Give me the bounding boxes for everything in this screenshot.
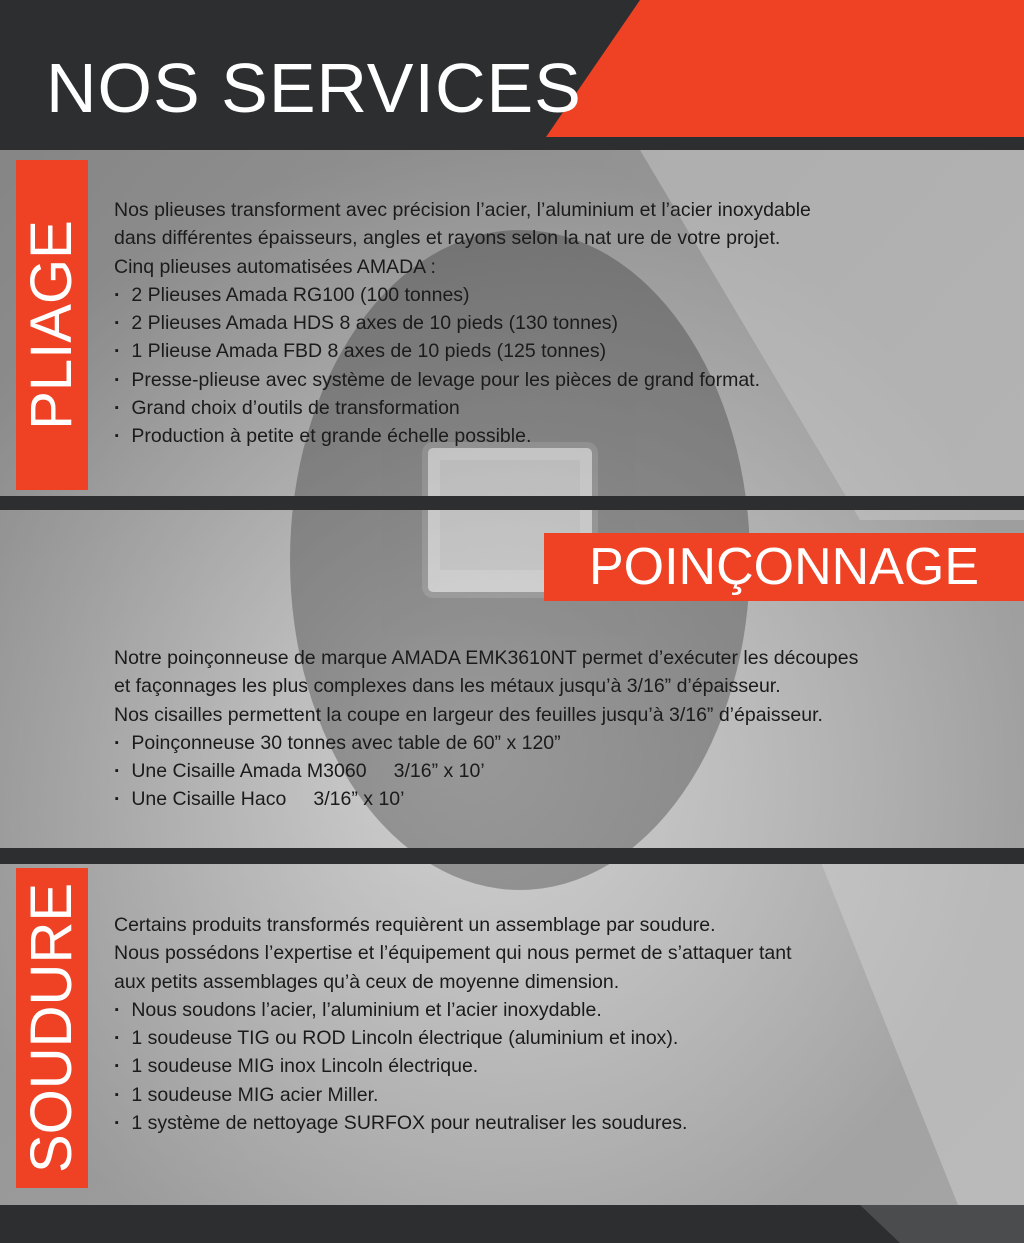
list-item: · 2 Plieuses Amada HDS 8 axes de 10 pieds (130 tonnes) xyxy=(114,309,811,337)
pliage-text-line: dans différentes épaisseurs, angles et rayons selon la nat ure de votre projet. xyxy=(114,227,781,250)
list-item: · 1 soudeuse MIG acier Miller. xyxy=(114,1081,792,1109)
soudure-bullet-list xyxy=(114,996,792,1137)
soudure-text-line: aux petits assemblages qu’à ceux de moyenne dimension. xyxy=(114,970,620,993)
section-pliage xyxy=(114,196,811,451)
list-item: · 1 soudeuse TIG ou ROD Lincoln électrique (aluminium et inox). xyxy=(114,1024,792,1052)
pliage-text-line: Cinq plieuses automatisées AMADA : xyxy=(114,255,436,278)
separator-1 xyxy=(0,496,1024,510)
header-corner xyxy=(540,137,1024,150)
list-item: · Presse-plieuse avec système de levage pour les pièces de grand format. xyxy=(114,366,811,394)
list-item: · Nous soudons l’acier, l’aluminium et l’acier inoxydable. xyxy=(114,996,792,1024)
list-item: · 1 soudeuse MIG inox Lincoln électrique. xyxy=(114,1052,792,1080)
poinconnage-text-line: Notre poinçonneuse de marque AMADA EMK3610NT permet d’exécuter les découpes xyxy=(114,647,859,669)
section-label-pliage: PLIAGE xyxy=(19,220,84,430)
list-item: · Production à petite et grande échelle possible. xyxy=(114,422,811,450)
list-item: · Une Cisaille Amada M3060 3/16” x 10’ xyxy=(114,757,858,785)
poinconnage-bullet-list xyxy=(114,729,858,814)
section-poinconnage xyxy=(114,644,858,814)
page-title: NOS SERVICES xyxy=(46,49,582,127)
list-item: · Une Cisaille Haco 3/16” x 10’ xyxy=(114,785,858,813)
section-label-soudure: SOUDURE xyxy=(19,882,84,1174)
section-soudure xyxy=(114,911,792,1137)
poinconnage-text-line: Nos cisailles permettent la coupe en largeur des feuilles jusqu’à 3/16” d’épaisseur. xyxy=(114,703,823,726)
separator-2 xyxy=(0,848,1024,864)
list-item: · 2 Plieuses Amada RG100 (100 tonnes) xyxy=(114,281,811,309)
soudure-text-line: Certains produits transformés requièrent un assemblage par soudure. xyxy=(114,914,716,936)
section-label-poinconnage: POINÇONNAGE xyxy=(544,533,1024,601)
poinconnage-text-line: et façonnages les plus complexes dans les métaux jusqu’à 3/16” d’épaisseur. xyxy=(114,675,781,698)
list-item: · 1 Plieuse Amada FBD 8 axes de 10 pieds (125 tonnes) xyxy=(114,337,811,365)
pliage-bullet-list xyxy=(114,281,811,451)
list-item: · Grand choix d’outils de transformation xyxy=(114,394,811,422)
pliage-text-line: Nos plieuses transforment avec précision l’acier, l’aluminium et l’acier inoxydable xyxy=(114,199,811,221)
list-item: · 1 système de nettoyage SURFOX pour neutraliser les soudures. xyxy=(114,1109,792,1137)
list-item: · Poinçonneuse 30 tonnes avec table de 60” x 120” xyxy=(114,729,858,757)
soudure-text-line: Nous possédons l’expertise et l’équipement qui nous permet de s’attaquer tant xyxy=(114,942,792,965)
